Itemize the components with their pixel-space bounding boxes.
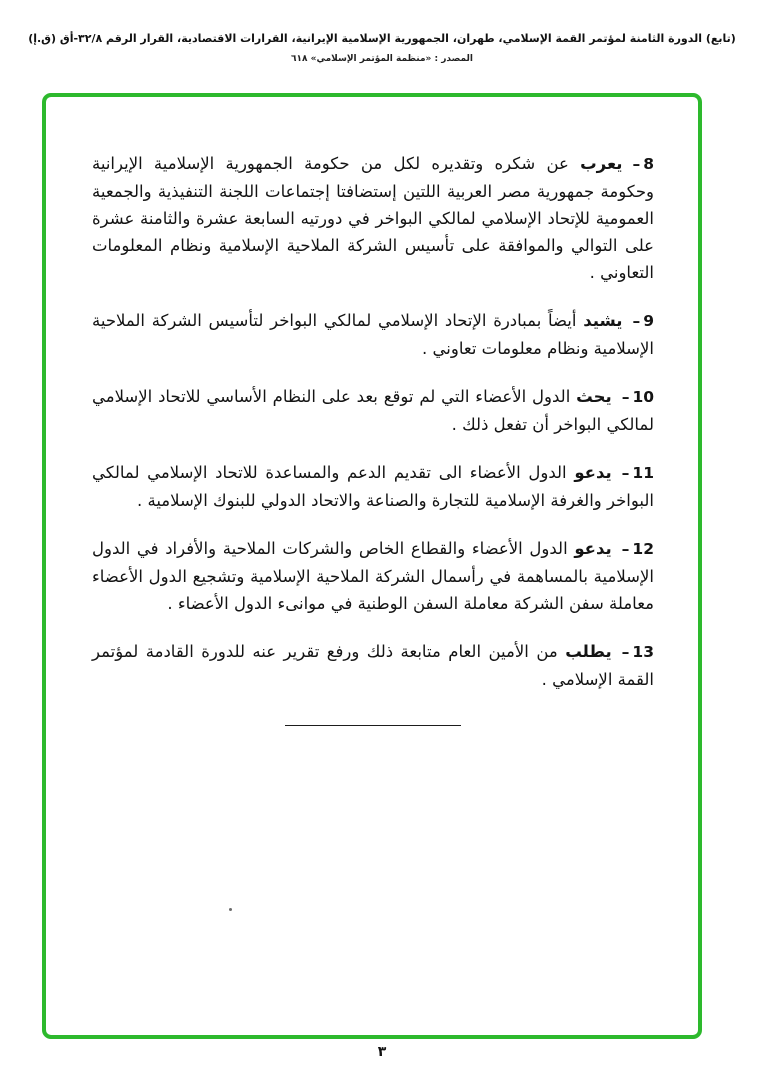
- resolution-item-11: [92, 459, 654, 514]
- item-number: [632, 308, 654, 335]
- resolution-item-13: [92, 638, 654, 693]
- item-lead-word: يحث: [576, 387, 612, 406]
- dash-mark: –: [632, 155, 641, 173]
- header-line-2: المصدر : «منظمة المؤتمر الإسلامي» ٦١٨: [291, 54, 473, 64]
- item-number-value: 13: [632, 643, 654, 661]
- header-line-1: (تابع) الدورة الثامنة لمؤتمر القمة الإسلامي، طهران، الجمهورية الإسلامية الإيرانية، القرارات الاقتصادية، القرار الرقم ٣٢/٨-أق (ق.إ): [28, 32, 736, 45]
- dash-mark: –: [621, 388, 630, 406]
- ink-speck: [229, 908, 232, 911]
- resolution-item-8: [92, 150, 654, 286]
- item-lead-word: يدعو: [574, 463, 612, 482]
- dash-mark: –: [621, 464, 630, 482]
- resolution-body: [92, 150, 654, 726]
- page-number: ٣: [377, 1044, 387, 1060]
- resolution-item-10: [92, 383, 654, 438]
- item-number-value: 9: [643, 312, 654, 330]
- item-text: الدول الأعضاء الى تقديم الدعم والمساعدة للاتحاد الإسلامي لمالكي البواخر والغرفة الإسلامية للتجارة والصناعة والاتحاد الدولي للبنوك الإسلامية .: [92, 463, 654, 510]
- item-paragraph: [92, 638, 654, 693]
- item-number: [632, 151, 654, 178]
- item-number-value: 11: [632, 464, 654, 482]
- item-lead-word: يشيد: [583, 311, 623, 330]
- item-text: الدول الأعضاء التي لم توقع بعد على النظام الأساسي للاتحاد الإسلامي لمالكي البواخر أن تفعل ذلك .: [92, 387, 654, 434]
- document-header: [0, 32, 764, 64]
- item-number-value: 12: [632, 540, 654, 558]
- item-number: [622, 384, 654, 411]
- item-number: [622, 536, 654, 563]
- resolution-item-9: [92, 307, 654, 362]
- item-text: عن شكره وتقديره لكل من حكومة الجمهورية الإسلامية الإيرانية وحكومة جمهورية مصر العربية اللتين إستضافتا إجتماعات اللجنة التنفيذية والجمعية العمومية للإتحاد الإسلامي لمالكي البواخر في دورتيه السابعة عشرة والثامنة عشرة على التوالي والموافقة على تأسيس الشركة الملاحية الإسلامية ونظام المعلومات التعاوني .: [92, 154, 654, 282]
- item-paragraph: [92, 535, 654, 617]
- dash-mark: –: [621, 643, 630, 661]
- resolution-item-12: [92, 535, 654, 617]
- dash-mark: –: [632, 312, 641, 330]
- item-number: [622, 460, 654, 487]
- item-paragraph: [92, 150, 654, 286]
- item-number: [622, 639, 654, 666]
- item-lead-word: يطلب: [565, 642, 612, 661]
- item-text: من الأمين العام متابعة ذلك ورفع تقرير عنه للدورة القادمة لمؤتمر القمة الإسلامي .: [92, 642, 654, 689]
- item-lead-word: يدعو: [574, 539, 612, 558]
- item-paragraph: [92, 307, 654, 362]
- item-lead-word: يعرب: [580, 154, 623, 173]
- dash-mark: –: [621, 540, 630, 558]
- item-text: الدول الأعضاء والقطاع الخاص والشركات الملاحية والأفراد في الدول الإسلامية بالمساهمة في رأسمال الشركة الملاحية الإسلامية وتشجيع الدول الأعضاء معاملة سفن الشركة معاملة السفن الوطنية في موانىء الدول الأعضاء .: [92, 539, 654, 613]
- item-text: أيضاً بمبادرة الإتحاد الإسلامي لمالكي البواخر لتأسيس الشركة الملاحية الإسلامية ونظام معلومات تعاوني .: [92, 311, 654, 358]
- divider-line: [285, 725, 461, 726]
- item-paragraph: [92, 459, 654, 514]
- item-number-value: 8: [643, 155, 654, 173]
- item-paragraph: [92, 383, 654, 438]
- item-number-value: 10: [632, 388, 655, 406]
